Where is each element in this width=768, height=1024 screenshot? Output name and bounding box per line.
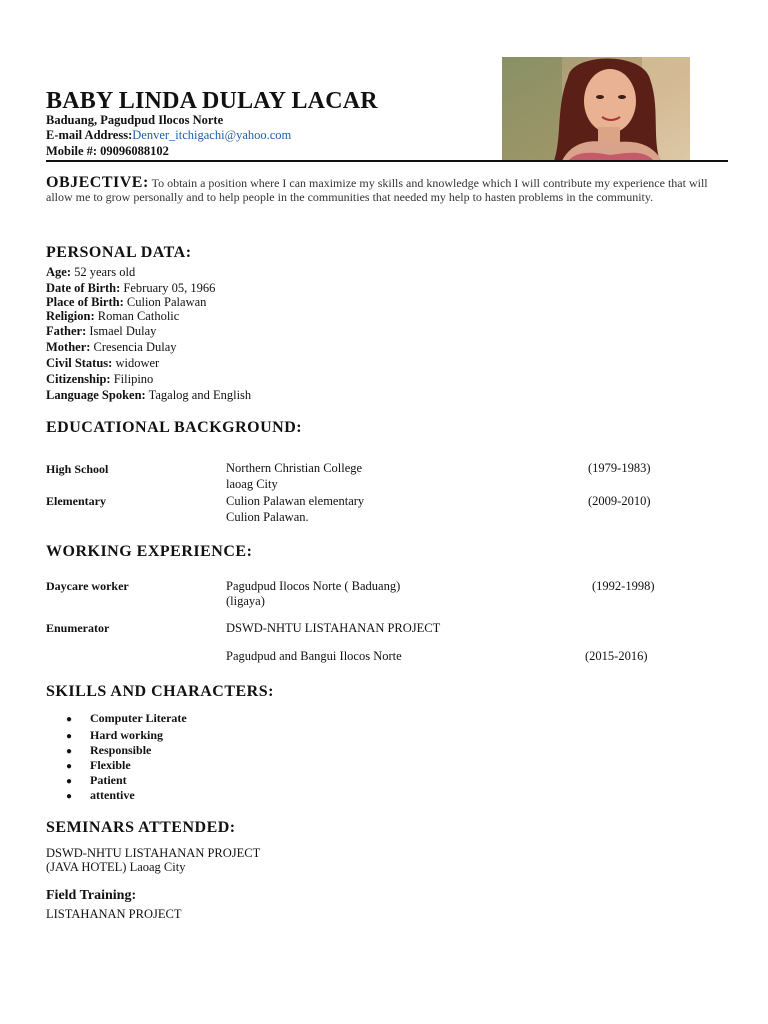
education-heading: EDUCATIONAL BACKGROUND: [46, 419, 303, 436]
work-place: DSWD-NHTU LISTAHANAN PROJECT [226, 621, 441, 635]
personal-row-language: Language Spoken: Tagalog and English [46, 388, 252, 402]
address: Baduang, Pagudpud Ilocos Norte [46, 113, 224, 127]
bullet-icon: ● [66, 776, 73, 787]
email-label: E-mail Address: [46, 128, 133, 142]
portrait-image [502, 57, 690, 161]
work-place-detail: (ligaya) [226, 594, 265, 608]
seminars-heading: SEMINARS ATTENDED: [46, 819, 236, 836]
objective-heading: OBJECTIVE: [46, 174, 149, 191]
work-role: Daycare worker [46, 579, 129, 593]
skill-item: ● Computer Literate [66, 711, 187, 725]
personal-row-civil-status: Civil Status: widower [46, 356, 160, 370]
education-school: Culion Palawan elementary [226, 494, 365, 508]
bullet-icon: ● [66, 731, 73, 742]
seminar-line: DSWD-NHTU LISTAHANAN PROJECT [46, 846, 261, 860]
education-school: Northern Christian College [226, 461, 363, 475]
email-line [46, 128, 291, 143]
personal-row-mother: Mother: Cresencia Dulay [46, 340, 177, 354]
personal-row-religion: Religion: Roman Catholic [46, 309, 180, 323]
field-training-heading: Field Training: [46, 888, 137, 903]
bullet-icon: ● [66, 714, 73, 725]
personal-row-citizenship: Citizenship: Filipino [46, 372, 154, 386]
mobile-label: Mobile #: [46, 144, 98, 158]
skills-heading: SKILLS AND CHARACTERS: [46, 683, 274, 700]
education-level: High School [46, 462, 109, 476]
mobile-line [46, 144, 169, 159]
applicant-name: BABY LINDA DULAY LACAR [46, 88, 378, 114]
work-place: Pagudpud Ilocos Norte ( Baduang) [226, 579, 401, 593]
skill-item: ● Flexible [66, 758, 131, 772]
objective-text: To obtain a position where I can maximize my skills and knowledge which I will contribute my experience that will allow me to grow personally and to help people in the communities that needed my help to hasten problems in the community. [46, 176, 708, 204]
mobile-number: 09096088102 [100, 144, 169, 158]
personal-row-pob: Place of Birth: Culion Palawan [46, 295, 207, 309]
education-years: (1979-1983) [588, 461, 651, 475]
bullet-icon: ● [66, 761, 73, 772]
header-divider [46, 160, 728, 162]
education-years: (2009-2010) [588, 494, 651, 508]
skill-item: ● Responsible [66, 743, 152, 757]
bullet-icon: ● [66, 791, 73, 802]
email-link[interactable]: Denver_itchigachi@yahoo.com [132, 128, 292, 142]
profile-photo [502, 57, 690, 161]
work-years: (2015-2016) [585, 649, 648, 663]
skill-item: ● attentive [66, 788, 135, 802]
work-heading: WORKING EXPERIENCE: [46, 543, 253, 560]
bullet-icon: ● [66, 746, 73, 757]
personal-data-heading: PERSONAL DATA: [46, 244, 192, 261]
work-place-detail: Pagudpud and Bangui Ilocos Norte [226, 649, 402, 663]
education-level: Elementary [46, 494, 106, 508]
skill-item: ● Hard working [66, 728, 164, 742]
education-place: laoag City [226, 477, 278, 491]
personal-row-father: Father: Ismael Dulay [46, 324, 157, 338]
work-years: (1992-1998) [592, 579, 655, 593]
work-role: Enumerator [46, 621, 110, 635]
education-place: Culion Palawan. [226, 510, 309, 524]
seminar-line: (JAVA HOTEL) Laoag City [46, 860, 186, 874]
objective-section [46, 176, 718, 204]
skill-item: ● Patient [66, 773, 127, 787]
personal-row-age: Age: 52 years old [46, 265, 136, 279]
field-training-text: LISTAHANAN PROJECT [46, 907, 182, 921]
personal-row-dob: Date of Birth: February 05, 1966 [46, 281, 216, 295]
